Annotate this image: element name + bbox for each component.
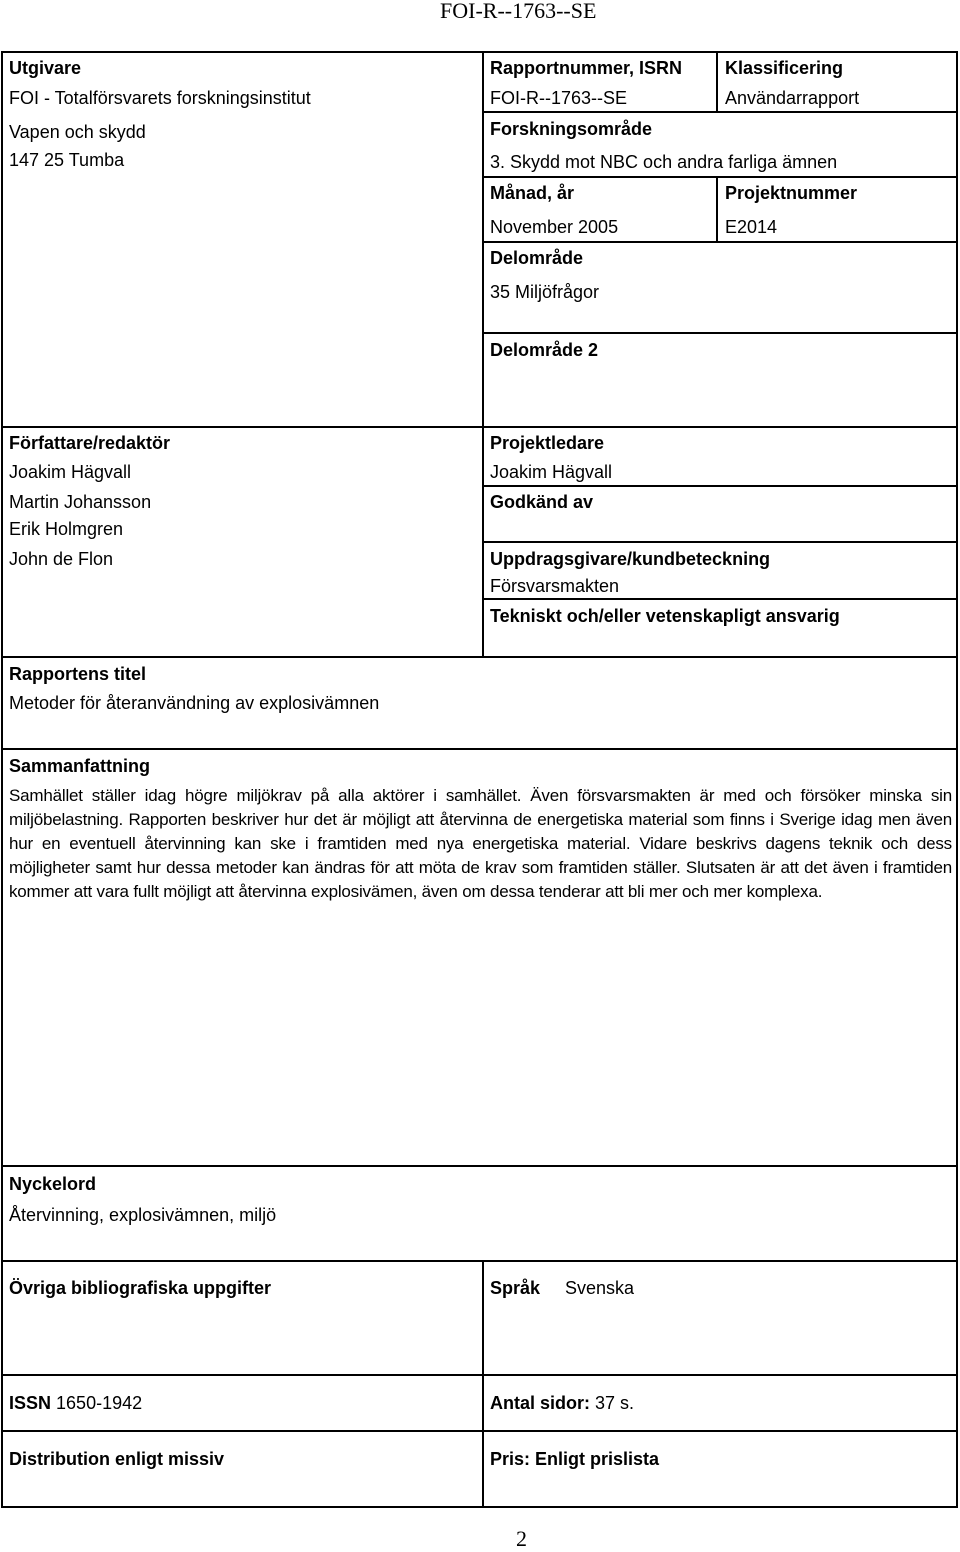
summary-text: Samhället ställer idag högre miljökrav på alla aktörer i samhället. Även försvarsmakten är med och försöker minska sin miljöbelastning. Rapporten beskriver hur det är möjligt att återvinna de energetiska material som finns i Sverige idag men även hur en eventuell återvinning kan ske i framtiden med nya energetiska material. Vidare beskrivs dagens teknik och dess möjligheter samt hur dessa metoder kan ändras för att möta de krav som framtiden ställer. Slutsaten är att det även i framtiden kommer att vara fullt möjligt att återvinna explosivämen, även om dessa tenderar att bli mer och mer komplexa. [9, 786, 952, 901]
distribution-label: Distribution enligt missiv [9, 1449, 225, 1469]
sub-area-label: Delområde [490, 248, 584, 268]
pages-value: 37 s. [595, 1393, 635, 1413]
divider-v-biblio [482, 1261, 484, 1374]
project-number-value: E2014 [725, 217, 778, 237]
divider-h10 [1, 748, 958, 750]
sub-area-value: 35 Miljöfrågor [490, 282, 600, 302]
pages-label: Antal sidor: [490, 1393, 591, 1413]
research-area-value: 3. Skydd mot NBC och andra farliga ämnen [490, 152, 838, 172]
divider-h8 [483, 598, 958, 600]
divider-v-right2 [716, 177, 718, 242]
divider-h5 [1, 426, 958, 428]
project-leader-value: Joakim Hägvall [490, 462, 613, 482]
report-number-value: FOI-R--1763--SE [490, 88, 628, 108]
author-4: John de Flon [9, 549, 114, 569]
report-title-value: Metoder för återanvändning av explosivämnen [9, 693, 380, 713]
issn-label: ISSN [9, 1393, 52, 1413]
issn-row [9, 1392, 142, 1414]
divider-h13 [1, 1374, 958, 1376]
publisher-label: Utgivare [9, 58, 82, 78]
project-leader-label: Projektledare [490, 433, 605, 453]
responsible-label: Tekniskt och/eller vetenskapligt ansvarig [490, 606, 840, 626]
price-label: Pris: Enligt prislista [490, 1449, 660, 1469]
month-year-value: November 2005 [490, 217, 619, 237]
divider-h4 [483, 332, 958, 334]
divider-v-top [482, 52, 484, 657]
divider-h2 [483, 176, 958, 178]
classification-value: Användarrapport [725, 88, 860, 108]
author-3: Erik Holmgren [9, 519, 124, 539]
publisher-line-2: Vapen och skydd [9, 122, 146, 142]
approved-by-label: Godkänd av [490, 492, 594, 512]
divider-v-right [716, 52, 718, 112]
page-number: 2 [516, 1526, 527, 1551]
research-area-label: Forskningsområde [490, 119, 653, 139]
divider-h12 [1, 1260, 958, 1262]
authors-label: Författare/redaktör [9, 433, 171, 453]
divider-h9 [1, 656, 958, 658]
keywords-label: Nyckelord [9, 1174, 97, 1194]
author-1: Joakim Hägvall [9, 462, 132, 482]
language-value: Svenska [565, 1278, 635, 1298]
month-year-label: Månad, år [490, 183, 575, 203]
divider-h11 [1, 1165, 958, 1167]
summary-label: Sammanfattning [9, 756, 151, 776]
divider-h7 [483, 541, 958, 543]
sub-area2-label: Delområde 2 [490, 340, 599, 360]
report-title-label: Rapportens titel [9, 664, 147, 684]
divider-h14 [1, 1430, 958, 1432]
client-value: Försvarsmakten [490, 576, 620, 596]
publisher-line-1: FOI - Totalförsvarets forskningsinstitut [9, 88, 311, 108]
report-number-label: Rapportnummer, ISRN [490, 58, 683, 78]
publisher-line-3: 147 25 Tumba [9, 150, 125, 170]
project-number-label: Projektnummer [725, 183, 858, 203]
language-label: Språk [490, 1278, 541, 1298]
divider-h3 [483, 241, 958, 243]
report-id-header: FOI-R--1763--SE [440, 0, 597, 23]
classification-label: Klassificering [725, 58, 844, 78]
issn-value: 1650-1942 [56, 1393, 143, 1413]
pages-row [490, 1392, 634, 1414]
author-2: Martin Johansson [9, 492, 152, 512]
divider-h6 [483, 485, 958, 487]
keywords-value: Återvinning, explosivämnen, miljö [9, 1205, 277, 1225]
divider-h1 [483, 111, 958, 113]
client-label: Uppdragsgivare/kundbeteckning [490, 549, 771, 569]
divider-v-bottom [482, 1375, 484, 1507]
other-biblio-label: Övriga bibliografiska uppgifter [9, 1278, 272, 1298]
